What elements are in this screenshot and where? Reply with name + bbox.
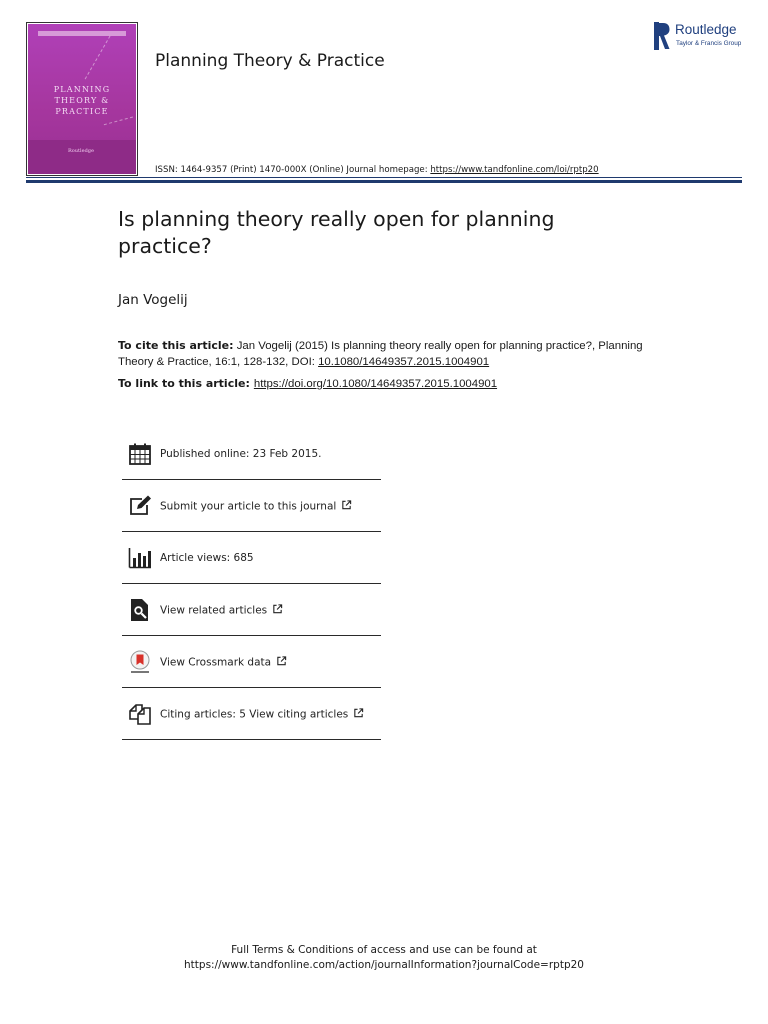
article-author: Jan Vogelij	[118, 292, 188, 308]
citation-doi-link[interactable]: 10.1080/14649357.2015.1004901	[318, 355, 490, 368]
routledge-r-icon	[654, 22, 670, 50]
article-title: Is planning theory really open for planning practice?	[118, 207, 555, 258]
published-date-text: Published online: 23 Feb 2015.	[160, 447, 322, 460]
publisher-name: Routledge	[675, 22, 737, 37]
journal-cover-image	[26, 22, 138, 176]
info-item-published	[122, 428, 381, 480]
citing-articles-icon	[128, 702, 152, 726]
calendar-icon	[128, 442, 152, 466]
info-item-views	[122, 532, 381, 584]
search-document-icon	[128, 598, 152, 622]
publisher-subtitle: Taylor & Francis Group	[676, 40, 742, 47]
info-item-citing[interactable]	[122, 688, 381, 740]
external-link-icon	[276, 655, 287, 666]
crossmark-icon	[128, 650, 152, 674]
cover-title: PLANNING THEORY & PRACTICE	[53, 85, 111, 116]
journal-homepage-link[interactable]: https://www.tandfonline.com/loi/rptp20	[430, 165, 599, 175]
issn-line: ISSN: 1464-9357 (Print) 1470-000X (Online) Journal homepage: https://www.tandfonline.com/loi/rptp20	[155, 165, 599, 175]
edit-icon	[128, 494, 152, 518]
citing-articles-link[interactable]: Citing articles: 5 View citing articles	[160, 708, 349, 720]
citation-text: Jan Vogelij (2015) Is planning theory really open for planning practice?, Planning Theory & Practice, 16:1, 128-132, DOI:	[118, 340, 643, 368]
article-info-list	[122, 428, 381, 740]
publisher-logo	[654, 20, 754, 52]
terms-link[interactable]: https://www.tandfonline.com/action/journalInformation?journalCode=rptp20	[184, 959, 584, 971]
related-articles-link[interactable]: View related articles	[160, 604, 268, 616]
terms-footer	[0, 943, 768, 973]
info-item-submit[interactable]	[122, 480, 381, 532]
bar-chart-icon	[128, 546, 152, 570]
external-link-icon	[341, 499, 352, 510]
cover-publisher-logo: Routledge	[68, 148, 94, 154]
crossmark-link[interactable]: View Crossmark data	[160, 656, 272, 668]
journal-name: Planning Theory & Practice	[155, 51, 385, 71]
article-doi-link[interactable]: https://doi.org/10.1080/14649357.2015.1004901	[253, 378, 498, 390]
external-link-icon	[353, 707, 364, 718]
article-link-line	[118, 377, 497, 390]
info-item-related[interactable]	[122, 584, 381, 636]
article-views-text: Article views: 685	[160, 551, 254, 564]
citation-block	[118, 338, 658, 370]
article-link-label: To link to this article:	[118, 377, 250, 390]
submit-article-link[interactable]: Submit your article to this journal	[160, 500, 337, 512]
citation-label: To cite this article:	[118, 339, 234, 352]
header-divider-thin	[26, 177, 742, 178]
header-divider	[26, 180, 742, 183]
terms-text: Full Terms & Conditions of access and use can be found at	[231, 944, 537, 956]
info-item-crossmark[interactable]	[122, 636, 381, 688]
external-link-icon	[272, 603, 283, 614]
